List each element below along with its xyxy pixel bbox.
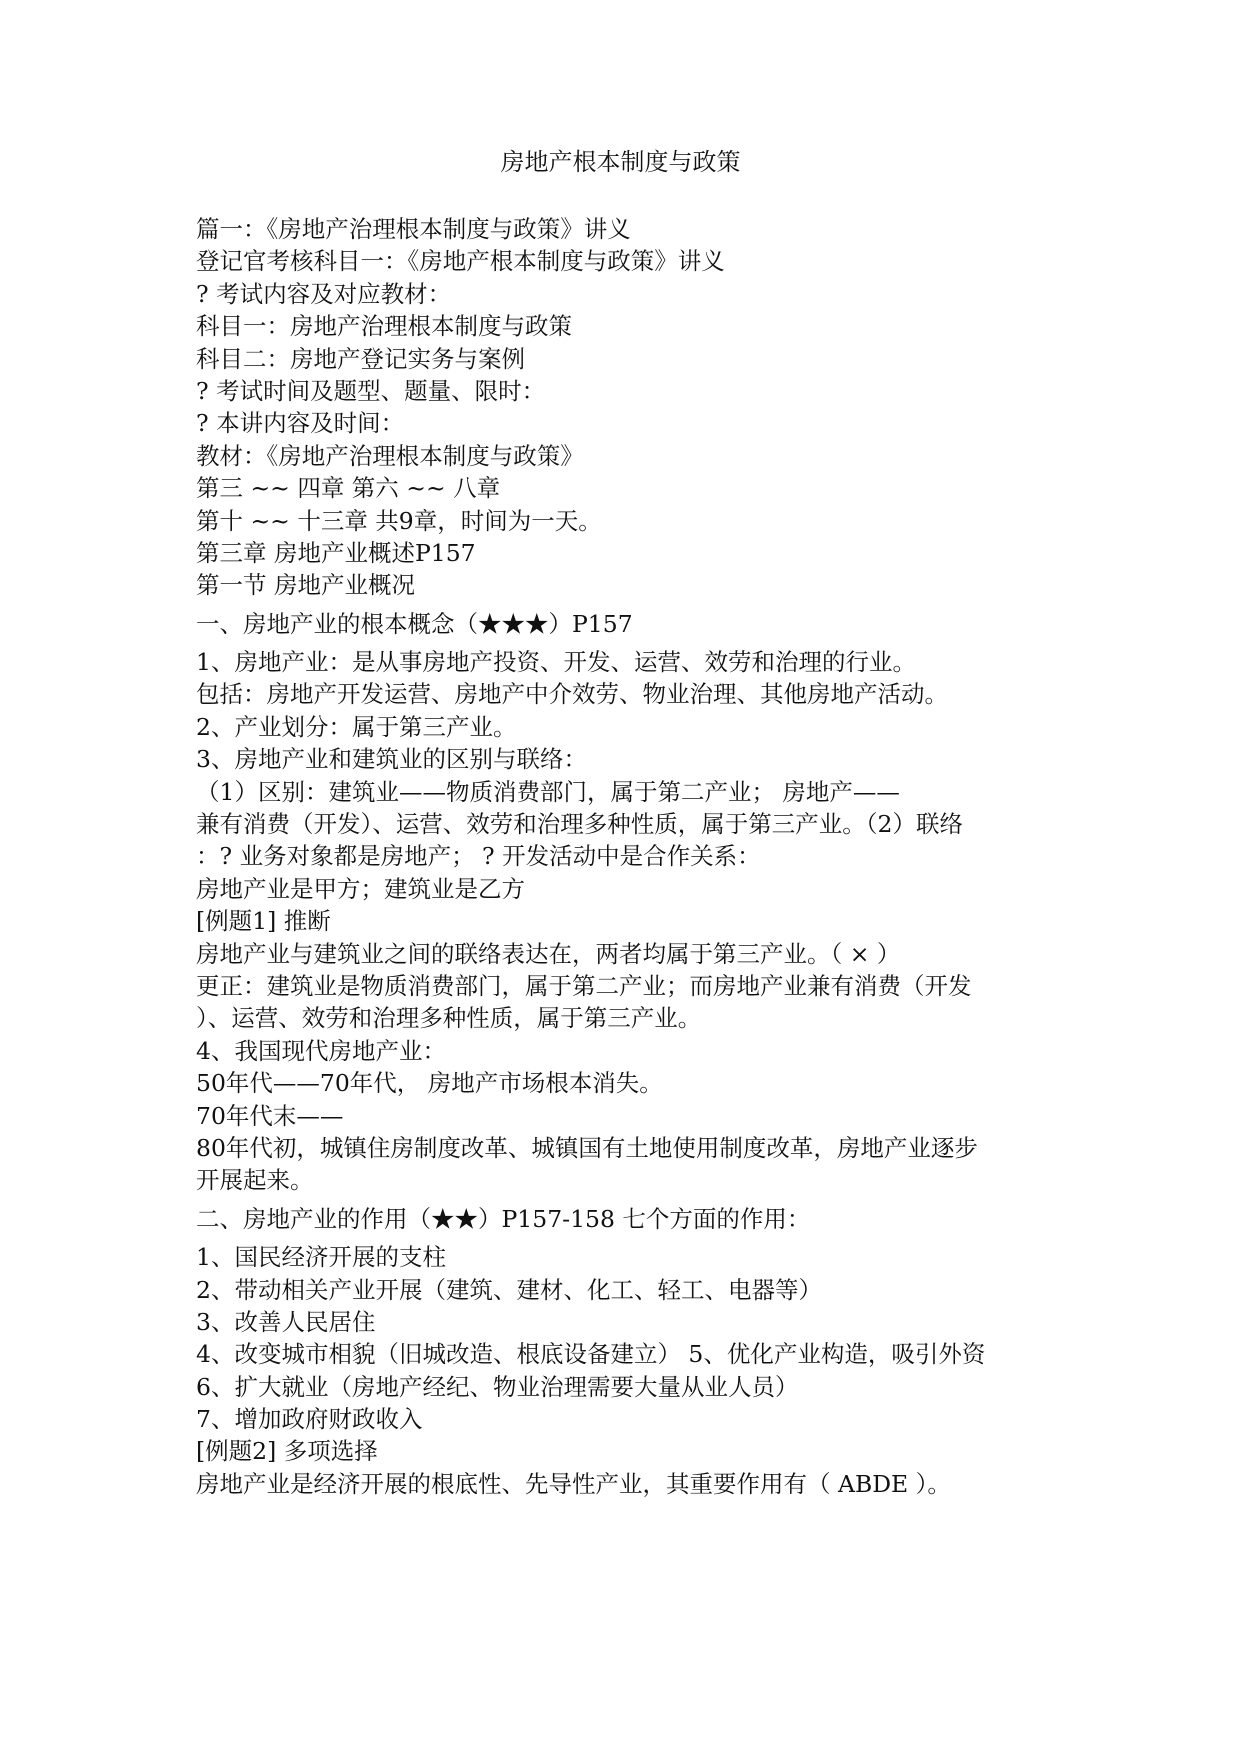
- list-item: 6、扩大就业（房地产经纪、物业治理需要大量从业人员）: [196, 1372, 799, 1401]
- text-line: 第三 ~~ 四章 第六 ~~ 八章: [196, 474, 501, 503]
- text-line: 房地产业是经济开展的根底性、先导性产业，其重要作用有（ ABDE ）。: [196, 1469, 951, 1498]
- text-line: 1、房地产业：是从事房地产投资、开发、运营、效劳和治理的行业。: [196, 648, 916, 677]
- text-line: 2、产业划分：属于第三产业。: [196, 712, 517, 741]
- text-line: ? 本讲内容及时间：: [196, 409, 405, 438]
- list-item: 2、带动相关产业开展（建筑、建材、化工、轻工、电器等）: [196, 1275, 822, 1304]
- text-line: （1）区别：建筑业——物质消费部门，属于第二产业； 房地产——: [196, 777, 900, 806]
- subsection-heading: 二、房地产业的作用（★★）P157-158 七个方面的作用：: [196, 1204, 811, 1233]
- text-line: 登记官考核科目一：《房地产根本制度与政策》讲义: [196, 247, 725, 276]
- list-item: 4、改变城市相貌（旧城改造、根底设备建立） 5、优化产业构造，吸引外资: [196, 1340, 986, 1369]
- text-line: 第十 ~~ 十三章 共9章，时间为一天。: [196, 506, 602, 535]
- example-label: [例题2] 多项选择: [196, 1437, 378, 1466]
- text-line: ）、运营、效劳和治理多种性质，属于第三产业。: [196, 1004, 702, 1033]
- text-line: 开展起来。: [196, 1166, 314, 1195]
- text-line: 房地产业是甲方；建筑业是乙方: [196, 874, 525, 903]
- list-item: 1、国民经济开展的支柱: [196, 1243, 446, 1272]
- text-line: ? 考试时间及题型、题量、限时：: [196, 376, 546, 405]
- text-line: 科目一：房地产治理根本制度与政策: [196, 312, 572, 341]
- text-line: 兼有消费（开发）、运营、效劳和治理多种性质，属于第三产业。（2）联络: [196, 810, 963, 839]
- text-line: ? 考试内容及对应教材：: [196, 279, 452, 308]
- text-line: 70年代末——: [196, 1101, 344, 1130]
- text-line: 80年代初，城镇住房制度改革、城镇国有土地使用制度改革，房地产业逐步: [196, 1133, 978, 1162]
- text-line: 篇一：《房地产治理根本制度与政策》讲义: [196, 215, 631, 243]
- text-line: 科目二：房地产登记实务与案例: [196, 344, 525, 373]
- document-title: 房地产根本制度与政策: [500, 148, 741, 176]
- example-label: [例题1] 推断: [196, 907, 331, 936]
- subsection-heading: 一、房地产业的根本概念（★★★）P157: [196, 609, 633, 638]
- section-heading: 第一节 房地产业概况: [196, 571, 415, 600]
- text-line: 3、房地产业和建筑业的区别与联络：: [196, 745, 587, 774]
- text-line: 4、我国现代房地产业：: [196, 1036, 446, 1065]
- chapter-heading: 第三章 房地产业概述P157: [196, 538, 476, 567]
- list-item: 3、改善人民居住: [196, 1307, 376, 1336]
- text-line: 更正：建筑业是物质消费部门，属于第二产业；而房地产业兼有消费（开发: [196, 971, 972, 1000]
- text-line: 教材：《房地产治理根本制度与政策》: [196, 441, 584, 470]
- list-item: 7、增加政府财政收入: [196, 1405, 423, 1434]
- text-line: 50年代——70年代， 房地产市场根本消失。: [196, 1069, 663, 1098]
- text-line: 包括：房地产开发运营、房地产中介效劳、物业治理、其他房地产活动。: [196, 680, 948, 709]
- text-line: ：? 业务对象都是房地产； ? 开发活动中是合作关系：: [196, 842, 761, 871]
- text-line: 房地产业与建筑业之间的联络表达在，两者均属于第三产业。（ × ）: [196, 939, 901, 968]
- document-body: [196, 213, 1056, 1500]
